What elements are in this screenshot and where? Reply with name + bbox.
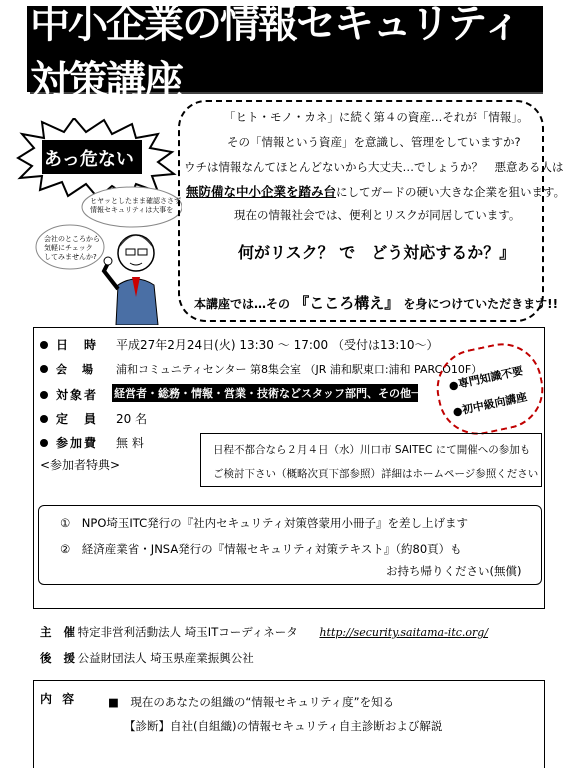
- intro-line-2: その「情報という資産」を意識し、管理をしていますか?: [227, 135, 521, 149]
- callout-no-expertise: ●専門知識不要: [447, 364, 525, 393]
- bullet-icon: [40, 391, 48, 399]
- perk-2-continued: お持ち帰りください(無償): [386, 564, 522, 578]
- intro-line-1: 「ヒト・モノ・カネ」に続く第４の資産…それが「情報」。: [224, 110, 529, 124]
- support-label: 後 援: [40, 651, 80, 665]
- character-illustration: [32, 185, 182, 325]
- content-item-1: ■ 現在のあなたの組織の“情報セキュリティ度”を知る: [108, 695, 395, 709]
- note-line: ヒヤッとしたまま確認ささず: [90, 197, 181, 205]
- perk-1: ① NPO埼玉ITC発行の『社内セキュリティ対策啓蒙用小冊子』を差し上げます: [60, 516, 469, 530]
- closing-pre: 本講座では…その: [194, 297, 291, 311]
- support-line: [40, 650, 254, 666]
- bullet-icon: [40, 365, 48, 373]
- alternate-date-line-1: 日程不都合なら２月４日（水）川口市 SAITEC にて開催への参加も: [213, 444, 531, 456]
- target-row: [40, 386, 116, 403]
- character-note-upper: [90, 197, 181, 215]
- title-banner: [27, 1, 543, 104]
- perk-2: ② 経済産業省・JNSA発行の『情報セキュリティ対策テキスト』（約80頁）も: [60, 542, 462, 556]
- venue-value: 浦和コミュニティセンター 第8集会室 （JR 浦和駅東口:浦和 PARCO10F）: [116, 363, 483, 376]
- note-line: 情報セキュリティは大事を: [90, 206, 174, 214]
- capacity-row: [40, 410, 147, 427]
- content-item-1-sub: 【診断】自社(自組織)の情報セキュリティ自主診断および解説: [124, 719, 443, 733]
- closing-emphasis: 『こころ構え』: [294, 294, 400, 312]
- intro-question: 何がリスク？ で どう対応するか？』: [238, 243, 516, 262]
- host-line: [40, 624, 488, 640]
- warning-label: あっ危ない: [44, 149, 134, 170]
- note-line: 会社のところから: [44, 235, 100, 243]
- date-value: 平成27年2月24日(火) 13:30 ～ 17:00 （受付は13:10～）: [116, 338, 439, 352]
- target-value: 経営者・総務・情報・営業・技術などスタッフ部門、その他一般従業員: [112, 384, 418, 402]
- perks-heading: <参加者特典>: [40, 458, 121, 472]
- closing-post: を身につけていただきます!!: [403, 297, 559, 311]
- fee-row: [40, 434, 144, 451]
- capacity-value: 20 名: [116, 412, 148, 426]
- support-value: 公益財団法人 埼玉県産業振興公社: [77, 651, 254, 665]
- date-label: 日 時: [56, 338, 99, 352]
- intro-line-4: [186, 186, 565, 199]
- host-url-link[interactable]: http://security.saitama-itc.org/: [319, 626, 489, 639]
- page-title: 中小企業の情報セキュリティ対策講座: [30, 1, 520, 104]
- venue-row: [40, 361, 482, 377]
- venue-label: 会 場: [56, 363, 95, 376]
- callout-beginner-level: ●初中級向講座: [451, 390, 529, 419]
- bullet-icon: [40, 439, 48, 447]
- host-value: 特定非営利活動法人 埼玉ITコーディネータ: [77, 625, 298, 639]
- intro-line-5: 現在の情報社会では、便利とリスクが同居しています。: [234, 208, 521, 222]
- fee-value: 無 料: [116, 436, 144, 450]
- bullet-icon: [40, 415, 48, 423]
- character-note-lower: [44, 235, 100, 262]
- alternate-date-line-2: ご検討下さい（概略次頁下部参照）詳細はホームページ参照ください: [213, 468, 539, 480]
- host-label: 主 催: [40, 625, 80, 639]
- note-line: 気軽にチェック: [44, 244, 93, 252]
- intro-closing: [194, 292, 558, 313]
- capacity-label: 定 員: [56, 412, 99, 426]
- target-label: 対象者: [56, 388, 99, 402]
- content-label: 内 容: [40, 692, 78, 706]
- bullet-icon: [40, 341, 48, 349]
- intro-emphasis: 無防備な中小企業を踏み台: [186, 184, 337, 199]
- intro-line-4-rest: にしてガードの硬い大きな企業を狙います。: [336, 185, 566, 199]
- fee-label: 参加費: [56, 436, 99, 450]
- note-line: してみませんか?: [44, 253, 97, 261]
- intro-line-3: ウチは情報なんてほとんどないから大丈夫…でしょうか？ 悪意ある人は: [184, 160, 564, 174]
- date-row: [40, 336, 439, 353]
